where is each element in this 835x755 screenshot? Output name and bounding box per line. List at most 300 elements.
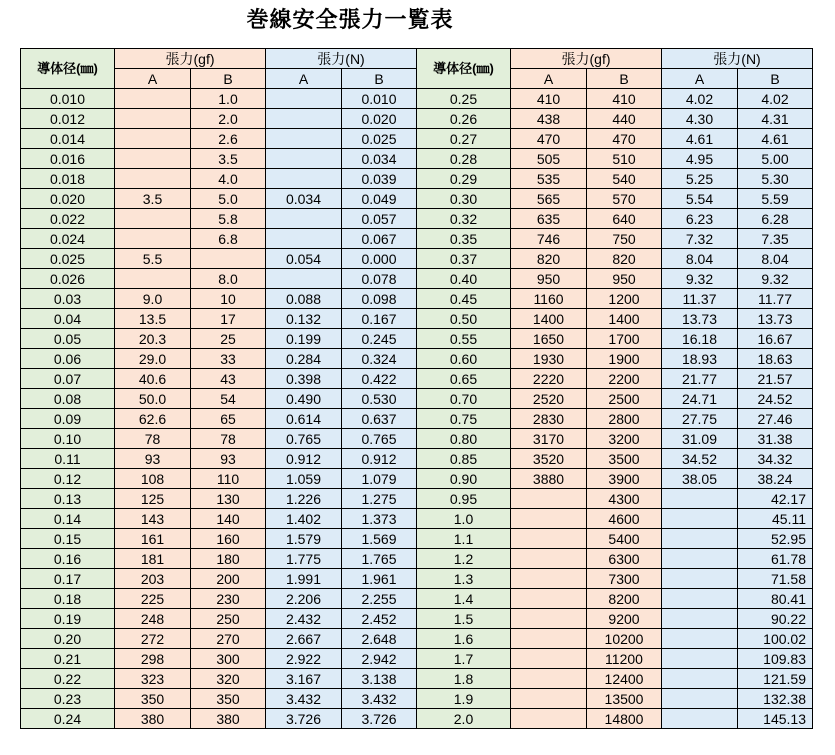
n-b-header-left: B — [342, 69, 417, 89]
cell-gf-b-left: 8.0 — [191, 269, 266, 289]
cell-diameter-right: 0.30 — [417, 189, 511, 209]
cell-gf-b-right: 13500 — [587, 689, 662, 709]
cell-n-b-left: 2.255 — [342, 589, 417, 609]
cell-n-a-right: 16.18 — [662, 329, 738, 349]
cell-gf-a-right — [511, 609, 587, 629]
cell-gf-a-left — [115, 229, 191, 249]
n-a-header-left: A — [266, 69, 342, 89]
cell-gf-b-right: 7300 — [587, 569, 662, 589]
cell-gf-a-right: 438 — [511, 109, 587, 129]
cell-n-a-right: 34.52 — [662, 449, 738, 469]
cell-n-b-right: 90.22 — [738, 609, 813, 629]
cell-n-a-right: 24.71 — [662, 389, 738, 409]
cell-gf-b-left: 10 — [191, 289, 266, 309]
cell-diameter-left: 0.12 — [21, 469, 115, 489]
cell-gf-a-left: 108 — [115, 469, 191, 489]
cell-n-a-right: 9.32 — [662, 269, 738, 289]
cell-gf-a-right — [511, 669, 587, 689]
cell-n-a-right: 5.54 — [662, 189, 738, 209]
cell-n-b-left: 1.569 — [342, 529, 417, 549]
cell-diameter-left: 0.05 — [21, 329, 115, 349]
cell-diameter-left: 0.14 — [21, 509, 115, 529]
cell-n-b-left: 0.530 — [342, 389, 417, 409]
cell-gf-b-right: 2500 — [587, 389, 662, 409]
cell-gf-b-right: 950 — [587, 269, 662, 289]
cell-gf-a-right: 2830 — [511, 409, 587, 429]
table-row — [21, 609, 813, 629]
cell-gf-a-left: 93 — [115, 449, 191, 469]
cell-diameter-left: 0.016 — [21, 149, 115, 169]
cell-gf-b-left: 320 — [191, 669, 266, 689]
table-row — [21, 389, 813, 409]
cell-gf-b-right: 1400 — [587, 309, 662, 329]
cell-diameter-right: 0.50 — [417, 309, 511, 329]
cell-gf-a-left: 5.5 — [115, 249, 191, 269]
cell-n-a-left — [266, 89, 342, 109]
gf-b-header-right: B — [587, 69, 662, 89]
cell-gf-a-left: 3.5 — [115, 189, 191, 209]
cell-gf-a-right: 505 — [511, 149, 587, 169]
cell-n-b-right: 132.38 — [738, 689, 813, 709]
cell-n-a-right — [662, 629, 738, 649]
table-row — [21, 349, 813, 369]
cell-gf-b-left: 160 — [191, 529, 266, 549]
cell-n-a-right: 8.04 — [662, 249, 738, 269]
cell-diameter-right: 0.29 — [417, 169, 511, 189]
gf-header-left: 張力(gf) — [115, 49, 266, 69]
cell-gf-a-left: 50.0 — [115, 389, 191, 409]
cell-gf-b-right: 570 — [587, 189, 662, 209]
cell-n-b-left: 0.025 — [342, 129, 417, 149]
cell-gf-b-right: 750 — [587, 229, 662, 249]
table-row — [21, 209, 813, 229]
cell-gf-b-left: 78 — [191, 429, 266, 449]
cell-diameter-right: 1.0 — [417, 509, 511, 529]
cell-diameter-left: 0.16 — [21, 549, 115, 569]
cell-n-a-left: 0.284 — [266, 349, 342, 369]
table-row — [21, 189, 813, 209]
cell-gf-b-left: 380 — [191, 709, 266, 729]
cell-n-a-left: 2.667 — [266, 629, 342, 649]
cell-n-b-right: 31.38 — [738, 429, 813, 449]
cell-diameter-right: 0.28 — [417, 149, 511, 169]
cell-gf-a-left: 125 — [115, 489, 191, 509]
page-title: 巻線安全張力一覧表 — [246, 8, 454, 33]
cell-n-b-right: 7.35 — [738, 229, 813, 249]
cell-n-b-right: 5.59 — [738, 189, 813, 209]
cell-gf-a-left: 203 — [115, 569, 191, 589]
cell-gf-a-right — [511, 569, 587, 589]
cell-gf-b-left: 65 — [191, 409, 266, 429]
cell-n-a-left: 2.922 — [266, 649, 342, 669]
cell-gf-a-left: 161 — [115, 529, 191, 549]
cell-gf-a-right: 2520 — [511, 389, 587, 409]
cell-gf-b-left: 180 — [191, 549, 266, 569]
cell-n-a-left — [266, 129, 342, 149]
cell-diameter-left: 0.19 — [21, 609, 115, 629]
cell-gf-a-left — [115, 129, 191, 149]
cell-gf-b-left: 2.0 — [191, 109, 266, 129]
cell-n-a-left — [266, 169, 342, 189]
cell-gf-b-right: 410 — [587, 89, 662, 109]
table-row — [21, 89, 813, 109]
cell-gf-b-right: 1700 — [587, 329, 662, 349]
table-row — [21, 549, 813, 569]
cell-gf-b-left: 300 — [191, 649, 266, 669]
cell-n-a-left: 0.034 — [266, 189, 342, 209]
cell-n-b-left: 0.637 — [342, 409, 417, 429]
cell-gf-a-right — [511, 509, 587, 529]
cell-n-a-right — [662, 489, 738, 509]
table-row — [21, 529, 813, 549]
cell-diameter-right: 0.40 — [417, 269, 511, 289]
cell-n-a-left: 1.226 — [266, 489, 342, 509]
cell-n-a-right: 4.30 — [662, 109, 738, 129]
cell-n-b-right: 6.28 — [738, 209, 813, 229]
cell-diameter-left: 0.21 — [21, 649, 115, 669]
cell-n-a-left: 0.398 — [266, 369, 342, 389]
cell-n-b-left: 3.432 — [342, 689, 417, 709]
cell-n-a-right: 4.95 — [662, 149, 738, 169]
cell-n-b-right: 5.30 — [738, 169, 813, 189]
cell-n-b-right: 34.32 — [738, 449, 813, 469]
cell-diameter-left: 0.06 — [21, 349, 115, 369]
cell-gf-b-left: 4.0 — [191, 169, 266, 189]
cell-n-b-left: 2.942 — [342, 649, 417, 669]
cell-gf-b-left: 270 — [191, 629, 266, 649]
cell-n-a-right — [662, 669, 738, 689]
table-row — [21, 449, 813, 469]
cell-n-a-left: 2.432 — [266, 609, 342, 629]
cell-n-b-left: 3.138 — [342, 669, 417, 689]
cell-gf-b-right: 2200 — [587, 369, 662, 389]
cell-n-b-left: 0.000 — [342, 249, 417, 269]
cell-diameter-right: 0.75 — [417, 409, 511, 429]
cell-n-b-left: 0.039 — [342, 169, 417, 189]
cell-n-a-right — [662, 709, 738, 729]
cell-n-b-left: 0.078 — [342, 269, 417, 289]
cell-diameter-left: 0.04 — [21, 309, 115, 329]
cell-n-a-left: 1.991 — [266, 569, 342, 589]
cell-n-b-right: 11.77 — [738, 289, 813, 309]
cell-diameter-left: 0.08 — [21, 389, 115, 409]
table-row — [21, 589, 813, 609]
tension-table — [20, 48, 813, 729]
cell-gf-b-left: 230 — [191, 589, 266, 609]
cell-n-a-right — [662, 549, 738, 569]
cell-gf-b-right: 11200 — [587, 649, 662, 669]
table-row — [21, 269, 813, 289]
table-row — [21, 169, 813, 189]
cell-n-b-left: 0.245 — [342, 329, 417, 349]
cell-gf-a-left: 248 — [115, 609, 191, 629]
cell-gf-a-left: 225 — [115, 589, 191, 609]
n-header-right: 張力(N) — [662, 49, 813, 69]
cell-gf-b-right: 470 — [587, 129, 662, 149]
cell-n-b-right: 4.02 — [738, 89, 813, 109]
cell-n-a-right: 18.93 — [662, 349, 738, 369]
cell-diameter-right: 0.95 — [417, 489, 511, 509]
cell-n-b-left: 0.324 — [342, 349, 417, 369]
table-row — [21, 109, 813, 129]
cell-diameter-left: 0.012 — [21, 109, 115, 129]
cell-n-a-left — [266, 209, 342, 229]
cell-n-a-right: 13.73 — [662, 309, 738, 329]
cell-gf-b-left — [191, 249, 266, 269]
cell-gf-b-left: 350 — [191, 689, 266, 709]
cell-n-a-left: 1.775 — [266, 549, 342, 569]
cell-n-a-left: 0.912 — [266, 449, 342, 469]
cell-gf-b-right: 3500 — [587, 449, 662, 469]
cell-gf-b-right: 4600 — [587, 509, 662, 529]
cell-gf-a-right: 2220 — [511, 369, 587, 389]
cell-n-a-right — [662, 569, 738, 589]
cell-diameter-right: 2.0 — [417, 709, 511, 729]
cell-diameter-right: 1.8 — [417, 669, 511, 689]
cell-gf-a-right: 470 — [511, 129, 587, 149]
cell-gf-b-right: 1200 — [587, 289, 662, 309]
cell-n-a-left: 0.490 — [266, 389, 342, 409]
cell-diameter-left: 0.17 — [21, 569, 115, 589]
cell-n-b-right: 5.00 — [738, 149, 813, 169]
cell-n-a-right — [662, 689, 738, 709]
cell-n-a-right: 6.23 — [662, 209, 738, 229]
cell-diameter-left: 0.15 — [21, 529, 115, 549]
cell-gf-a-left: 298 — [115, 649, 191, 669]
cell-n-b-left: 3.726 — [342, 709, 417, 729]
table-row — [21, 409, 813, 429]
cell-n-b-right: 145.13 — [738, 709, 813, 729]
cell-gf-a-left — [115, 269, 191, 289]
cell-gf-b-right: 6300 — [587, 549, 662, 569]
cell-diameter-right: 0.26 — [417, 109, 511, 129]
cell-n-b-right: 24.52 — [738, 389, 813, 409]
cell-n-b-left: 2.648 — [342, 629, 417, 649]
cell-gf-b-right: 540 — [587, 169, 662, 189]
cell-gf-b-right: 440 — [587, 109, 662, 129]
cell-n-b-left: 1.961 — [342, 569, 417, 589]
cell-diameter-right: 1.1 — [417, 529, 511, 549]
cell-n-a-left: 1.059 — [266, 469, 342, 489]
table-row — [21, 249, 813, 269]
cell-gf-a-left — [115, 89, 191, 109]
table-row — [21, 229, 813, 249]
cell-gf-a-right — [511, 649, 587, 669]
cell-diameter-right: 0.55 — [417, 329, 511, 349]
cell-diameter-right: 0.85 — [417, 449, 511, 469]
cell-diameter-right: 0.70 — [417, 389, 511, 409]
table-body — [21, 89, 813, 729]
cell-gf-a-left: 13.5 — [115, 309, 191, 329]
cell-diameter-left: 0.010 — [21, 89, 115, 109]
cell-gf-b-right: 9200 — [587, 609, 662, 629]
cell-gf-a-left: 62.6 — [115, 409, 191, 429]
gf-a-header-left: A — [115, 69, 191, 89]
cell-n-a-right: 11.37 — [662, 289, 738, 309]
table-row — [21, 709, 813, 729]
cell-diameter-left: 0.07 — [21, 369, 115, 389]
cell-n-a-left — [266, 229, 342, 249]
cell-diameter-left: 0.10 — [21, 429, 115, 449]
cell-gf-a-left — [115, 169, 191, 189]
cell-gf-a-left: 323 — [115, 669, 191, 689]
cell-n-a-left: 0.132 — [266, 309, 342, 329]
cell-gf-b-right: 3900 — [587, 469, 662, 489]
cell-gf-a-left: 9.0 — [115, 289, 191, 309]
cell-gf-a-right: 1650 — [511, 329, 587, 349]
cell-gf-b-left: 17 — [191, 309, 266, 329]
cell-gf-b-left: 200 — [191, 569, 266, 589]
cell-diameter-left: 0.026 — [21, 269, 115, 289]
gf-header-right: 張力(gf) — [511, 49, 662, 69]
cell-diameter-right: 0.25 — [417, 89, 511, 109]
cell-diameter-right: 1.4 — [417, 589, 511, 609]
cell-n-b-left: 1.765 — [342, 549, 417, 569]
cell-n-b-left: 0.167 — [342, 309, 417, 329]
cell-n-a-left — [266, 269, 342, 289]
cell-n-b-right: 45.11 — [738, 509, 813, 529]
cell-diameter-right: 1.7 — [417, 649, 511, 669]
cell-gf-b-right: 510 — [587, 149, 662, 169]
cell-n-b-right: 52.95 — [738, 529, 813, 549]
cell-n-a-left — [266, 109, 342, 129]
cell-n-a-left: 1.402 — [266, 509, 342, 529]
cell-gf-b-right: 640 — [587, 209, 662, 229]
cell-n-a-left — [266, 149, 342, 169]
cell-n-b-right: 8.04 — [738, 249, 813, 269]
diameter-header-left: 導体径(㎜) — [21, 49, 115, 89]
cell-n-b-left: 2.452 — [342, 609, 417, 629]
cell-diameter-right: 0.37 — [417, 249, 511, 269]
cell-n-b-left: 1.275 — [342, 489, 417, 509]
cell-gf-b-left: 25 — [191, 329, 266, 349]
cell-gf-a-left: 143 — [115, 509, 191, 529]
cell-diameter-right: 1.6 — [417, 629, 511, 649]
cell-diameter-left: 0.024 — [21, 229, 115, 249]
cell-gf-b-right: 5400 — [587, 529, 662, 549]
cell-n-a-right: 27.75 — [662, 409, 738, 429]
cell-n-b-right: 27.46 — [738, 409, 813, 429]
cell-gf-a-left: 181 — [115, 549, 191, 569]
n-a-header-right: A — [662, 69, 738, 89]
gf-b-header-left: B — [191, 69, 266, 89]
cell-diameter-right: 0.27 — [417, 129, 511, 149]
cell-n-b-right: 109.83 — [738, 649, 813, 669]
cell-diameter-right: 0.80 — [417, 429, 511, 449]
cell-n-a-right — [662, 609, 738, 629]
table-row — [21, 689, 813, 709]
cell-diameter-left: 0.18 — [21, 589, 115, 609]
table-row — [21, 369, 813, 389]
cell-n-b-left: 0.765 — [342, 429, 417, 449]
cell-gf-b-right: 8200 — [587, 589, 662, 609]
cell-n-b-left: 1.373 — [342, 509, 417, 529]
cell-diameter-right: 0.60 — [417, 349, 511, 369]
cell-diameter-left: 0.24 — [21, 709, 115, 729]
cell-gf-b-left: 2.6 — [191, 129, 266, 149]
cell-n-a-right — [662, 649, 738, 669]
cell-n-a-right — [662, 509, 738, 529]
cell-n-a-left: 0.199 — [266, 329, 342, 349]
cell-gf-a-right: 3520 — [511, 449, 587, 469]
table-row — [21, 509, 813, 529]
cell-gf-b-left: 130 — [191, 489, 266, 509]
cell-n-b-right: 4.31 — [738, 109, 813, 129]
cell-n-a-left: 3.726 — [266, 709, 342, 729]
cell-gf-b-right: 3200 — [587, 429, 662, 449]
cell-gf-b-left: 3.5 — [191, 149, 266, 169]
cell-gf-a-right — [511, 589, 587, 609]
cell-diameter-left: 0.11 — [21, 449, 115, 469]
cell-gf-a-right — [511, 549, 587, 569]
cell-gf-a-right: 410 — [511, 89, 587, 109]
cell-n-a-left: 0.765 — [266, 429, 342, 449]
cell-gf-a-right: 3880 — [511, 469, 587, 489]
cell-gf-b-right: 4300 — [587, 489, 662, 509]
cell-n-b-left: 0.067 — [342, 229, 417, 249]
cell-gf-a-right — [511, 689, 587, 709]
diameter-header-right: 導体径(㎜) — [417, 49, 511, 89]
cell-gf-a-left — [115, 209, 191, 229]
cell-diameter-left: 0.025 — [21, 249, 115, 269]
cell-n-a-left: 3.167 — [266, 669, 342, 689]
cell-gf-b-left: 5.8 — [191, 209, 266, 229]
cell-n-b-right: 61.78 — [738, 549, 813, 569]
cell-gf-a-right: 950 — [511, 269, 587, 289]
cell-diameter-right: 0.45 — [417, 289, 511, 309]
cell-n-b-left: 0.057 — [342, 209, 417, 229]
cell-gf-a-left: 40.6 — [115, 369, 191, 389]
cell-gf-b-right: 2800 — [587, 409, 662, 429]
cell-n-b-right: 13.73 — [738, 309, 813, 329]
cell-n-a-right: 31.09 — [662, 429, 738, 449]
cell-gf-a-right: 1400 — [511, 309, 587, 329]
cell-gf-a-right: 3170 — [511, 429, 587, 449]
cell-diameter-right: 0.32 — [417, 209, 511, 229]
cell-gf-a-left: 29.0 — [115, 349, 191, 369]
cell-diameter-left: 0.13 — [21, 489, 115, 509]
cell-gf-a-right: 746 — [511, 229, 587, 249]
table-row — [21, 489, 813, 509]
cell-gf-a-left: 272 — [115, 629, 191, 649]
cell-gf-b-left: 43 — [191, 369, 266, 389]
cell-diameter-left: 0.09 — [21, 409, 115, 429]
cell-n-a-left: 2.206 — [266, 589, 342, 609]
cell-diameter-right: 0.35 — [417, 229, 511, 249]
cell-n-b-right: 18.63 — [738, 349, 813, 369]
cell-n-b-right: 4.61 — [738, 129, 813, 149]
cell-diameter-left: 0.022 — [21, 209, 115, 229]
table-row — [21, 629, 813, 649]
cell-gf-a-right: 535 — [511, 169, 587, 189]
cell-gf-a-right: 820 — [511, 249, 587, 269]
cell-gf-a-left: 350 — [115, 689, 191, 709]
cell-n-b-right: 71.58 — [738, 569, 813, 589]
cell-gf-b-left: 54 — [191, 389, 266, 409]
cell-gf-a-right — [511, 529, 587, 549]
cell-diameter-right: 1.9 — [417, 689, 511, 709]
table-row — [21, 149, 813, 169]
cell-gf-b-left: 110 — [191, 469, 266, 489]
cell-gf-a-left — [115, 109, 191, 129]
cell-diameter-right: 0.90 — [417, 469, 511, 489]
cell-n-b-left: 0.422 — [342, 369, 417, 389]
cell-n-b-left: 0.098 — [342, 289, 417, 309]
cell-n-b-left: 0.912 — [342, 449, 417, 469]
cell-n-b-right: 100.02 — [738, 629, 813, 649]
table-row — [21, 569, 813, 589]
cell-gf-a-right — [511, 709, 587, 729]
